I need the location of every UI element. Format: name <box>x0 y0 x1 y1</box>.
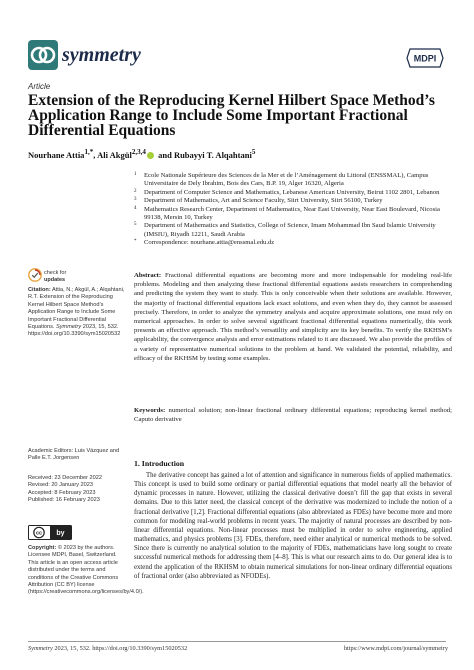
author-name: Ali Akgül <box>97 149 132 160</box>
keywords <box>134 406 452 424</box>
check-for-updates-label[interactable] <box>44 270 66 283</box>
author-name: Nourhane Attia <box>28 149 85 160</box>
article-type: Article <box>28 82 51 91</box>
section-heading: 1. Introduction <box>134 459 185 468</box>
affiliation-text: Department of Mathematics, Art and Science Faculty, Siirt University, Siirt 56100, Turkey <box>144 197 383 205</box>
by-text: by <box>56 530 65 537</box>
affiliation-number: 4 <box>134 205 137 211</box>
mdpi-logo-icon <box>406 48 444 68</box>
copyright-label: Copyright: <box>28 545 57 551</box>
author-affiliation-sup: 2,3,4 <box>131 148 146 156</box>
check-for-updates-line: check for <box>44 270 67 276</box>
editors-label: Academic Editors: <box>28 448 74 454</box>
footer-divider <box>28 641 446 642</box>
affiliation-text: Department of Computer Science and Mathematics, Lebanese American University, Beirut 1102 2801, Lebanon <box>144 188 440 196</box>
affiliation-item <box>134 206 454 223</box>
date-revised: Revised: 20 January 2023 <box>28 482 93 489</box>
affiliation-text: Ecole Nationale Supérieure des Sciences de la Mer et de l’Aménagement du Littoral (ENSSMAL), Campus Universitaire de Dely Ibrahim, Bois des Cars, B.P. 19, Alger 16320, Algeria <box>144 172 429 188</box>
author-list <box>28 148 458 160</box>
introduction-text: The derivative concept has gained a lot of attention and significance in numerous fields of applied mathematics. This concept is used to build some ordinary or partial differential equations that model nearly all the behavior of dynamic processes in nature. However, utilizing the classical derivative doesn’t fill the gap that exists in several domains. Due to this latter need, the classical concept of the derivative was modernized to include the notion of a fractional derivative [1,2]. Fractional differential equations (also abbreviated as FDEs) have become more and more common for modeling real-world problems in recent years. The majority of natural processes are described by non-linear differential equations. Non-linear processes must be multiplied in order to solve engineering, applied mathematics, and physics problems [3]. FDEs, therefore, need either analytical or numerical methods to be solved. Since there is currently no analytical solution to the majority of FDEs, mathematicians have long sought to create successful numerical methods for addressing them [4–8]. This is what our research aims to do. Our general idea is to extend the application of the RKHSM to obtain numerical simulations for non-linear ordinary differential equations of fractional order (also abbreviated as NFODEs). <box>134 472 452 580</box>
mdpi-logo <box>406 48 444 68</box>
publisher-name: MDPI <box>413 53 437 64</box>
author-separator: and <box>155 149 174 160</box>
correspondence[interactable] <box>134 239 454 247</box>
abstract-label: Abstract: <box>134 272 162 279</box>
abstract-text: Fractional differential equations are becoming more and more indispensable for modeling real-life problems. Modeling and then analyzing these fractional differential equations assists researchers in comprehending and predicting the system they want to study. This is only conceivable when their solutions are available. However, the majority of fractional differential equations lack exact solutions, and even when they do, they cannot be assessed precisely. Therefore, in order to analyze the symmetry analysis and acquire approximate solutions, one must rely on numerical approaches. In order to solve several significant fractional differential equations numerically, this work presents an effective approach. This method’s versatility and simplicity are its key benefits. To verify the RKHSM’s applicability, the convergence analysis and error estimations related to it are discussed. We also provide the profiles of a variety of representative numerical solutions to the problem at hand. We validated the potential, reliability, and efficacy of the RKHSM by testing some examples. <box>134 272 452 362</box>
affiliation-number: 5 <box>134 222 137 228</box>
check-for-updates-icon[interactable] <box>28 268 42 282</box>
academic-editors <box>28 448 128 463</box>
symmetry-journal-logo-icon <box>28 40 58 70</box>
keywords-text: numerical solution; non-linear fractional ordinary differential equations; reproducing kernel method; Caputo derivative <box>134 407 453 424</box>
citation-doi[interactable]: 2023, 15, 532. https://doi.org/10.3390/sym15020532 <box>28 324 121 338</box>
affiliation-item <box>134 172 454 189</box>
cc-by-license-icon[interactable] <box>28 525 72 540</box>
footer-journal-url[interactable]: https://www.mdpi.com/journal/symmetry <box>343 645 448 652</box>
affiliation-text: Mathematics Research Center, Department of Mathematics, Near East University, Near East Boulevard, Nicosia 99138, Mersin 10, Turkey <box>144 205 440 222</box>
date-accepted: Accepted: 8 February 2023 <box>28 489 96 496</box>
orcid-icon[interactable] <box>147 152 154 159</box>
citation-block <box>28 287 128 339</box>
paper-title: Extension of the Reproducing Kernel Hilbert Space Method’s Application Range to Include Some Important Fractional Differential Equations <box>28 92 435 139</box>
affiliation-list <box>134 172 454 248</box>
copyright-block <box>28 545 144 597</box>
date-published: Published: 16 February 2023 <box>28 497 100 504</box>
affiliation-number: 1 <box>134 172 137 177</box>
affiliation-item <box>134 189 454 197</box>
journal-name: symmetry <box>62 44 141 66</box>
footer-journal: Symmetry <box>28 645 53 652</box>
affiliation-item <box>134 197 454 205</box>
page-footer <box>28 645 448 652</box>
cc-text: cc <box>35 530 43 537</box>
citation-journal: Symmetry <box>56 324 82 331</box>
copyright-text: © 2023 by the authors. Licensee MDPI, Basel, Switzerland. This article is an open access article distributed under the terms and conditions of the Creative Commons Attribution (CC BY) license (https://creativecommons.org/licenses/by/4.0/). <box>28 545 144 596</box>
affiliation-text: Department of Mathematics and Statistics, College of Science, Imam Mohammad Ibn Saud Islamic University (IMSIU), Riyadh 12211, Saudi Arabia <box>144 222 436 238</box>
introduction-paragraph <box>134 471 452 581</box>
affiliation-number: 3 <box>134 197 137 203</box>
abstract <box>134 271 452 363</box>
footer-citation[interactable]: 2023, 15, 532. https://doi.org/10.3390/sym15020532 <box>54 645 188 652</box>
keywords-label: Keywords: <box>134 407 166 414</box>
author-separator: , <box>93 149 98 160</box>
affiliation-number: * <box>134 239 137 245</box>
citation-label: Citation: <box>28 287 51 293</box>
correspondence-text: Correspondence: nourhane.attia@enssmal.edu.dz <box>144 239 275 247</box>
publication-dates <box>28 475 128 505</box>
author-affiliation-sup: 5 <box>251 148 256 156</box>
citation-text: Attia, N.; Akgül, A.; Alqahtani, R.T. Extension of the Reproducing Kernel Hilbert Space Method’s Application Range to Include Some Important Fractional Differential Equations. <box>28 287 125 331</box>
affiliation-item <box>134 222 454 239</box>
date-received: Received: 23 December 2022 <box>28 475 103 481</box>
affiliation-number: 2 <box>134 188 137 194</box>
author-name: Rubayyi T. Alqahtani <box>173 149 252 160</box>
editors-text: Luis Vázquez and Palle E.T. Jorgensen <box>28 448 120 462</box>
check-for-updates-line: updates <box>44 276 66 283</box>
author-affiliation-sup: 1,* <box>84 148 94 156</box>
